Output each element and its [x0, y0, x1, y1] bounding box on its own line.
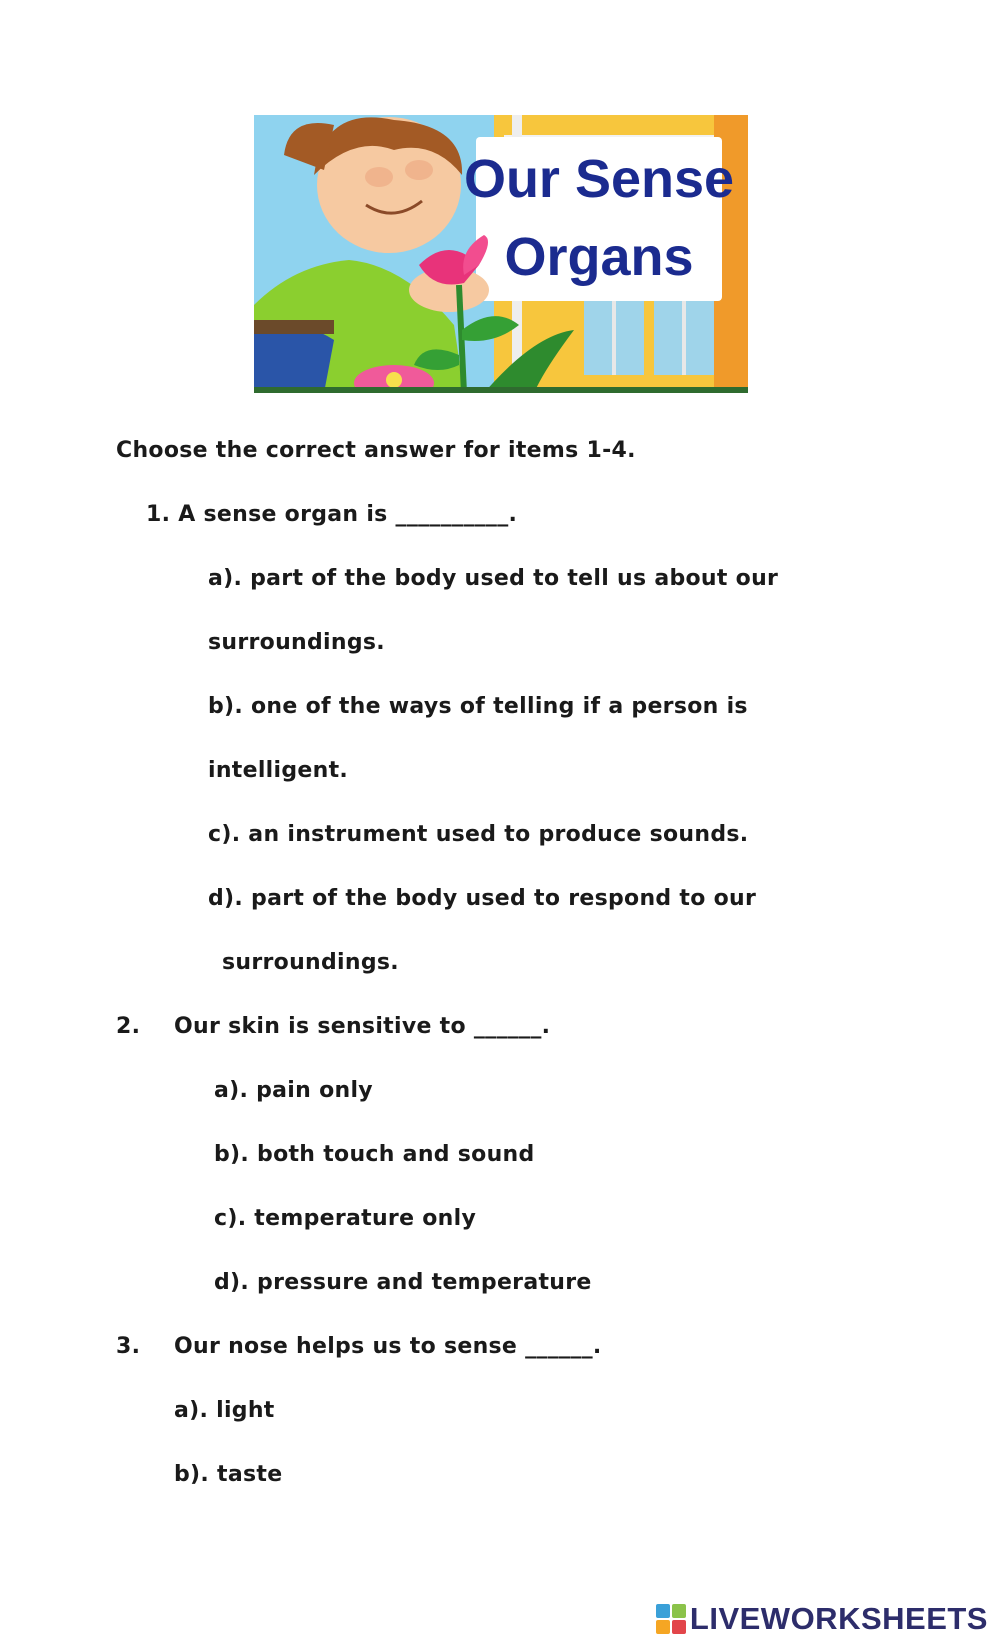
question-2-option-d[interactable]: d). pressure and temperature — [214, 1270, 592, 1295]
question-3-option-b[interactable]: b). taste — [174, 1462, 283, 1487]
question-1-option-a-line2[interactable]: surroundings. — [208, 630, 385, 655]
question-2-number: 2. — [116, 1014, 141, 1039]
question-2-option-b[interactable]: b). both touch and sound — [214, 1142, 535, 1167]
title-line-1: Our Sense — [463, 149, 735, 209]
question-3-number: 3. — [116, 1334, 141, 1359]
instructions: Choose the correct answer for items 1-4. — [116, 438, 636, 463]
question-1-stem: 1. A sense organ is __________. — [146, 502, 518, 527]
question-1-option-b-line1[interactable]: b). one of the ways of telling if a person is — [208, 694, 748, 719]
question-2-option-c[interactable]: c). temperature only — [214, 1206, 477, 1231]
question-3-stem: Our nose helps us to sense ______. — [174, 1334, 602, 1359]
question-2-option-a[interactable]: a). pain only — [214, 1078, 373, 1103]
liveworksheets-logo-icon — [656, 1604, 686, 1634]
question-1-option-d-line1[interactable]: d). part of the body used to respond to our — [208, 886, 757, 911]
boy-smelling-flower-illustration — [254, 115, 748, 393]
question-3-option-a[interactable]: a). light — [174, 1398, 275, 1423]
liveworksheets-logo — [656, 1599, 988, 1639]
question-1-option-a-line1[interactable]: a). part of the body used to tell us about our — [208, 566, 779, 591]
question-1-option-b-line2[interactable]: intelligent. — [208, 758, 349, 783]
title-line-2: Organs — [504, 227, 694, 287]
question-1-option-c[interactable]: c). an instrument used to produce sounds. — [208, 822, 749, 847]
liveworksheets-logo-text: LIVEWORKSHEETS — [689, 1601, 988, 1636]
question-2-stem: Our skin is sensitive to ______. — [174, 1014, 551, 1039]
header-illustration — [254, 115, 748, 393]
question-1-option-d-line2[interactable]: surroundings. — [222, 950, 399, 975]
